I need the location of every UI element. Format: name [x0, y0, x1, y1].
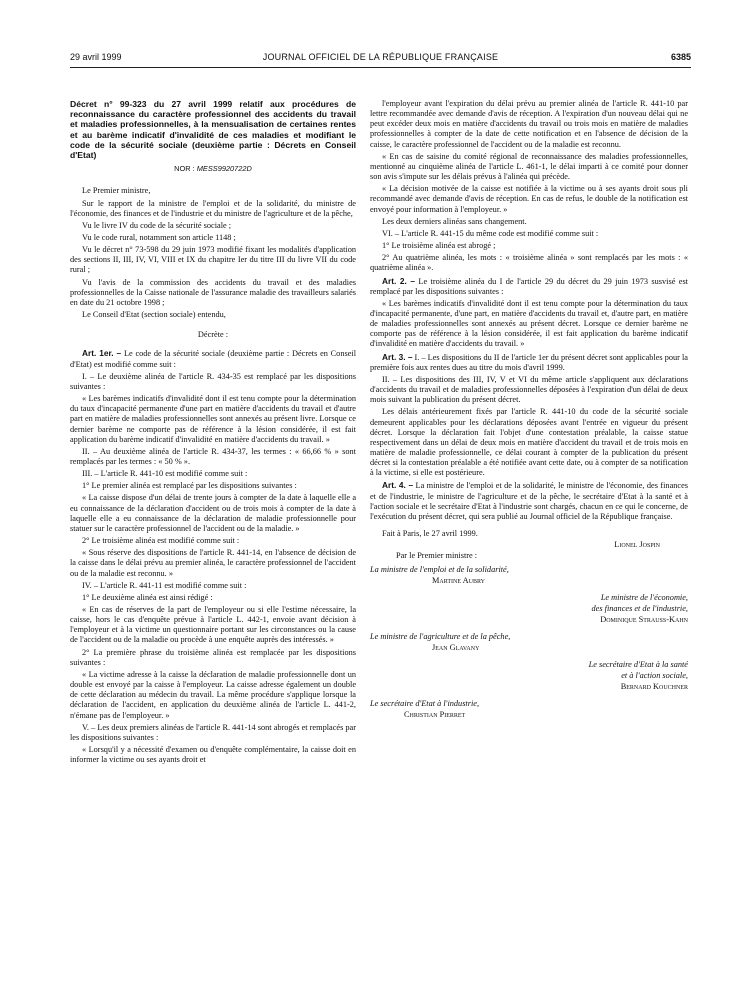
paragraph: VI. – L'article R. 441-15 du même code est modifié comme suit :: [382, 228, 599, 238]
paragraph: Art. 2. – Le troisième alinéa du I de l'article 29 du décret du 29 juin 1973 susvisé est remplacé par les dispositions suivantes :: [370, 275, 688, 296]
paragraph: Vu le décret n° 73-598 du 29 juin 1973 modifié fixant les modalités d'application des sections II, III, IV, VI, VIII et IX du chapitre Ier du titre III du livre VII du code rural ;: [70, 245, 356, 275]
paragraph: 1° Le troisième alinéa est abrogé ;: [382, 241, 496, 251]
paragraph: Décrète :: [197, 330, 229, 340]
paragraph: « En cas de réserves de la part de l'employeur ou si elle l'estime nécessaire, la caisse, hors le cas d'enquête prévue à l'article L. 442-1, envoie avant décision à l'employeur et à la victime un questionnaire portant sur les circonstances ou la cause de l'accident ou de la maladie ou procède à une enquête auprès des intéressés. »: [70, 605, 356, 645]
right-column: [370, 99, 688, 720]
paragraph: II. – Au deuxième alinéa de l'article R. 434-37, les termes : « 66,66 % » sont remplacés par les termes : « 50 % ».: [70, 446, 356, 466]
paragraph: l'employeur avant l'expiration du délai prévu au premier alinéa de l'article R. 441-10 par lettre recommandée avec demande d'avis de réception. A l'expiration d'un nouveau délai qui ne peut excéder deux mois en matière d'accidents du travail ou trois mois en matière de maladies professionnelles à compter de la date de cette notification et en l'absence de décision de la caisse, le caractère professionnel de l'accident ou de la maladie est reconnu.: [370, 99, 688, 149]
signatory-title: La ministre de l'emploi et de la solidarité,: [370, 565, 509, 575]
header-date: 29 avril 1999: [70, 52, 122, 62]
paragraph: 1° Le deuxième alinéa est ainsi rédigé :: [82, 592, 213, 602]
paragraph: 2° La première phrase du troisième alinéa est remplacée par les dispositions suivantes :: [70, 647, 356, 667]
paragraph: Vu l'avis de la commission des accidents du travail et des maladies professionnelles de la Caisse nationale de l'assurance maladie des travailleurs salariés en date du 21 octobre 1998 ;: [70, 277, 356, 307]
paragraph: « Les barèmes indicatifs d'invalidité dont il est tenu compte pour la détermination du taux d'incapacité permanente d'une part en matière d'accidents du travail et d'autre part en matière de maladies professionnelles sont annexés au présent livre. Lorsque ce dernier barème ne comporte pas de référence à la lésion considérée, il est fait application du barème indicatif d'invalidité en matière d'accidents du travail. »: [70, 394, 356, 444]
paragraph: Les délais antérieurement fixés par l'article R. 441-10 du code de la sécurité sociale demeurent applicables pour les déclarations déposées avant l'entrée en vigueur du présent décret. Lorsque la déclaration fait l'objet d'une contestation préalable, la caisse statue respectivement dans un délai de deux mois en matière d'accident du travail et de trois mois en matière de maladie professionnelle, ce délai courant à compter de la publication du présent décret si la contestation préalable a été notifiée avant cette date, ou à compter de sa notification à la victime, si elle est postérieure.: [370, 407, 688, 478]
signatory-title: Le ministre de l'économie,: [600, 593, 688, 603]
paragraph: Sur le rapport de la ministre de l'emploi et de la solidarité, du ministre de l'économie, des finances et de l'industrie et du ministre de l'agriculture et de la pêche,: [70, 198, 356, 218]
paragraph: I. – Le deuxième alinéa de l'article R. 434-35 est remplacé par les dispositions suivantes :: [70, 371, 356, 391]
paragraph: V. – Les deux premiers alinéas de l'article R. 441-14 sont abrogés et remplacés par les dispositions suivantes :: [70, 722, 356, 742]
paragraph: Le Premier ministre,: [82, 186, 151, 196]
paragraph: Art. 3. – I. – Les dispositions du II de l'article 1er du présent décret sont applicables pour la première fois aux rentes dues au titre du mois d'avril 1999.: [370, 351, 688, 372]
page-header: [70, 52, 691, 66]
article-label: Art. 2. –: [382, 275, 416, 286]
paragraph: « La décision motivée de la caisse est notifiée à la victime ou à ses ayants droit sous pli recommandé avec demande d'avis de réception. En cas de refus, le double de la notification est envoyé pour information à l'employeur. »: [370, 184, 688, 214]
paragraph: Art. 1er. – Le code de la sécurité sociale (deuxième partie : Décrets en Conseil d'Etat) est modifié comme suit :: [70, 348, 356, 369]
decree-title: Décret n° 99-323 du 27 avril 1999 relatif aux procédures de reconnaissance du caractère professionnel des accidents du travail et maladies professionnelles, à la mensualisation de certaines rentes et au barème indicatif d'invalidité de ces maladies et modifiant le code de la sécurité sociale (deuxième partie : Décrets en Conseil d'Etat): [70, 99, 356, 161]
article-label: Art. 4. –: [382, 480, 414, 491]
paragraph: « Sous réserve des dispositions de l'article R. 441-14, en l'absence de décision de la caisse dans le délai prévu au premier alinéa, le caractère professionnel de l'accident ou de la maladie est reconnu. »: [70, 548, 356, 578]
nor-reference: [70, 164, 356, 174]
signatory-title: des finances et de l'industrie,: [591, 604, 688, 614]
pm-name: Lionel Jospin: [614, 540, 660, 550]
paragraph: Vu le livre IV du code de la sécurité sociale ;: [82, 220, 232, 230]
paragraph: Le Conseil d'Etat (section sociale) entendu,: [82, 310, 226, 320]
paragraph: III. – L'article R. 441-10 est modifié comme suit :: [82, 469, 248, 479]
paragraph: « La caisse dispose d'un délai de trente jours à compter de la date à laquelle elle a eu connaissance de la déclaration d'accident ou de trois mois à compter de la date à laquelle elle a eu connaissance de la déclaration de maladie professionnelle pour statuer sur le caractère professionnel de l'accident ou de la maladie. »: [70, 493, 356, 533]
nor-label: NOR :: [174, 164, 195, 174]
paragraph: « En cas de saisine du comité régional de reconnaissance des maladies professionnelles, mentionné au cinquième alinéa de l'article L. 461-1, le délai imparti à ce comité pour donner son avis s'impute sur les délais prévus à l'alinéa qui précède.: [370, 151, 688, 182]
header-journal-title: JOURNAL OFFICIEL DE LA RÉPUBLIQUE FRANÇAISE: [262, 52, 499, 62]
signatory-name: Dominique Strauss-Kahn: [600, 615, 688, 625]
paragraph: « Lorsqu'il y a nécessité d'examen ou d'enquête complémentaire, la caisse doit en informer la victime ou ses ayants droit et: [70, 745, 356, 765]
signatory-title: Le secrétaire d'Etat à l'industrie,: [370, 699, 480, 709]
paragraph: Les deux derniers alinéas sans changement.: [382, 216, 527, 226]
signatory-name: Jean Glavany: [432, 643, 480, 653]
paragraph: 2° Le troisième alinéa est modifié comme suit :: [82, 536, 240, 546]
header-rule: [70, 67, 691, 68]
article-label: Art. 3. –: [382, 351, 413, 362]
paragraph: Art. 4. – La ministre de l'emploi et de la solidarité, le ministre de l'économie, des finances et de l'industrie, le ministre de l'agriculture et de la pêche, le secrétaire d'Etat à la santé et à l'action sociale et le secrétaire d'Etat à l'industrie sont chargés, chacun en ce qui le concerne, de l'exécution du présent décret, qui sera publié au Journal officiel de la République française.: [370, 480, 689, 521]
signatory-title: et à l'action sociale,: [621, 671, 688, 681]
paragraph: II. – Les dispositions des III, IV, V et VI du même article s'appliquent aux déclarations d'accidents du travail et de maladies professionnelles déposées à l'expiration d'un délai de deux mois suivant la publication du présent décret.: [370, 374, 688, 405]
article-label: Art. 1er. –: [82, 348, 122, 359]
signatory-title: Le secrétaire d'Etat à la santé: [588, 660, 688, 670]
paragraph: 2° Au quatrième alinéa, les mots : « troisième alinéa » sont remplacés par les mots : « quatrième alinéa ».: [370, 253, 688, 273]
pm-by: Par le Premier ministre :: [396, 551, 478, 561]
place-date: Fait à Paris, le 27 avril 1999.: [382, 529, 478, 539]
signatory-name: Bernard Kouchner: [620, 682, 688, 692]
paragraph: IV. – L'article R. 441-11 est modifié comme suit :: [82, 580, 247, 590]
signatory-name: Martine Aubry: [432, 576, 485, 586]
left-paragraphs: [70, 186, 356, 765]
paragraph: « La victime adresse à la caisse la déclaration de maladie professionnelle dont un double est envoyé par la caisse à l'employeur. La caisse adresse également un double de cette déclaration au médecin du travail. La même procédure s'applique lorsque la déclaration de l'accident, en application du deuxième alinéa de l'article L. 441-2, n'émane pas de l'employeur. »: [70, 669, 356, 720]
right-paragraphs: [370, 99, 688, 522]
left-column: [70, 99, 356, 767]
paragraph: Vu le code rural, notamment son article 1148 ;: [82, 233, 236, 242]
paragraph: « Les barèmes indicatifs d'invalidité dont il est tenu compte pour la détermination du taux d'incapacité permanente, d'une part, en matière d'accidents du travail et, d'autre part, en matière de maladies professionnelles sont annexés au présent décret. Lorsque ce dernier barème ne comporte pas de référence à la lésion considérée, il est fait application du barème indicatif d'invalidité en matière d'accidents du travail. »: [370, 298, 688, 349]
signatory-title: Le ministre de l'agriculture et de la pêche,: [370, 632, 511, 642]
nor-code: MESS9920722D: [196, 164, 252, 174]
signatory-name: Christian Pierret: [404, 710, 466, 720]
header-page-number: 6385: [670, 52, 691, 62]
paragraph: 1° Le premier alinéa est remplacé par les dispositions suivantes :: [82, 481, 297, 491]
signature-block: [370, 528, 688, 720]
